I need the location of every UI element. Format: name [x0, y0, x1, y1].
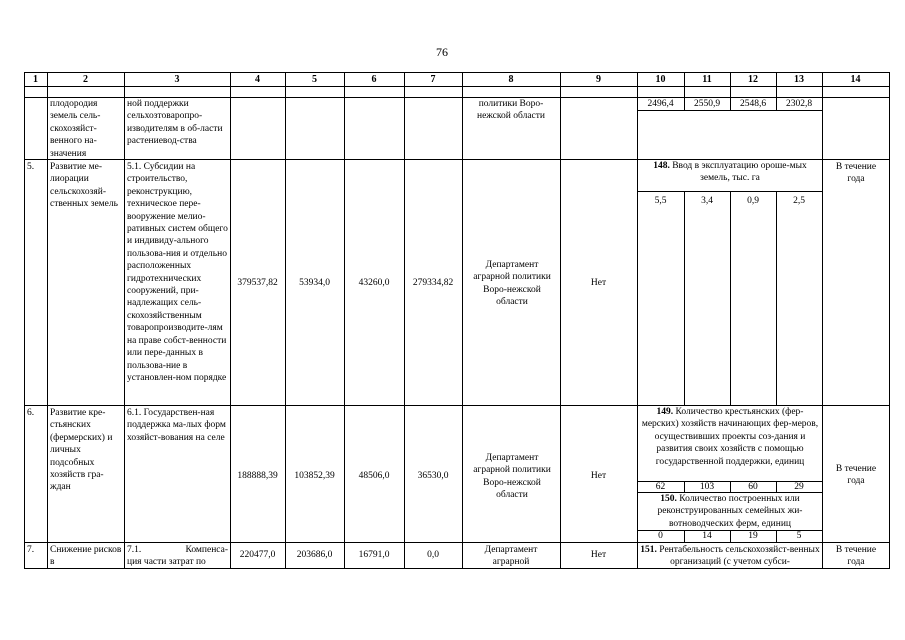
header-col-5: 5 — [312, 74, 317, 85]
row7-col3-line2: ция части затрат по — [127, 557, 206, 567]
page-number: 76 — [436, 45, 448, 59]
row5-col7: 279334,82 — [412, 278, 454, 288]
row5-indicator-num: 148. — [653, 161, 670, 171]
vrule-7 — [462, 72, 463, 569]
row5-v10: 5,5 — [654, 196, 667, 206]
row7-col9: Нет — [590, 550, 607, 560]
header-col-7: 7 — [430, 74, 436, 85]
row7-number: 7. — [27, 545, 35, 555]
vrule-8 — [560, 72, 561, 569]
cont-col2: плодородия земель сель-скохозяйст-венного на-значения — [50, 99, 101, 159]
row7-col3-line1 — [127, 544, 228, 556]
row5-col4: 379537,82 — [237, 278, 278, 288]
row7-indicator — [640, 544, 820, 568]
row6-col4: 188888,39 — [237, 471, 278, 481]
vrule-2 — [124, 72, 125, 569]
vrule-3 — [230, 72, 231, 569]
row5-col6: 43260,0 — [358, 278, 390, 288]
row6-col6: 48506,0 — [358, 471, 390, 481]
row6-col2: Развитие кре-стьянских (фермерских) и личных подсобных хозяйств гра-ждан — [50, 408, 113, 493]
vrule-12-r5 — [776, 191, 777, 405]
rule-header-bottom — [24, 86, 890, 87]
header-col-1: 1 — [33, 74, 38, 85]
cont-v11: 2550,9 — [693, 99, 721, 109]
row6-b10: 0 — [658, 531, 663, 541]
row6-col7: 36530,0 — [417, 471, 449, 481]
row6-indicator-2-text: Количество построенных или реконструированных семейных жи-вотноводческих ферм, единиц — [657, 494, 803, 529]
vrule-4 — [285, 72, 286, 569]
row6-a10: 62 — [655, 482, 666, 492]
header-col-6: 6 — [371, 74, 377, 85]
header-col-13: 13 — [794, 74, 804, 85]
row7-col2: Снижение рисков в — [50, 545, 122, 568]
row6-col9: Нет — [590, 471, 607, 481]
header-col-11: 11 — [702, 74, 712, 85]
vrule-10-r5 — [684, 191, 685, 405]
row6-col5: 103852,39 — [294, 471, 335, 481]
row5-v12: 0,9 — [747, 196, 759, 206]
row5-v13: 2,5 — [793, 196, 805, 206]
vrule-1 — [47, 72, 48, 569]
header-col-12: 12 — [748, 74, 758, 85]
row5-v11: 3,4 — [701, 196, 713, 206]
row7-col6: 16791,0 — [358, 550, 390, 560]
row6-indicator-1-num: 149. — [656, 407, 674, 417]
row6-a13: 29 — [794, 482, 804, 492]
row7-col5: 203686,0 — [296, 550, 333, 560]
row7-col8: Департамент аграрной — [484, 545, 538, 568]
row5-col2: Развитие ме-лиорации сельскохозяй-ственных земель — [50, 162, 118, 210]
row7-col7: 0,0 — [427, 550, 439, 560]
row6-indicator-2-num: 150. — [660, 494, 677, 504]
row6-number: 6. — [27, 408, 35, 418]
row7-indicator-text: Рентабельность сельскохозяйст-венных организаций (с учетом субси- — [659, 545, 820, 568]
cont-col3: ной поддержки сельхозтоваропро-изводителям в об-ласти растениевод-ства — [127, 99, 223, 147]
cont-col8: политики Воро-нежской области — [476, 99, 545, 122]
cont-v13: 2302,8 — [785, 99, 813, 109]
header-col-3: 3 — [174, 74, 180, 85]
header-col-4: 4 — [255, 74, 260, 85]
row6-b11: 14 — [702, 531, 712, 541]
row5-col8: Департамент аграрной политики Воро-нежской области — [473, 260, 551, 308]
row7-col4: 220477,0 — [239, 550, 276, 560]
row7-col3-word: Компенса- — [185, 545, 228, 555]
row6-indicator-1 — [640, 406, 820, 468]
row6-col3: 6.1. Государствен-ная поддержка ма-лых форм хозяйст-вования на селе — [127, 408, 226, 443]
row5-number: 5. — [27, 162, 35, 172]
row6-a12: 60 — [748, 482, 758, 492]
row7-col14: В течение года — [835, 545, 877, 568]
row7-indicator-num: 151. — [640, 545, 657, 555]
row6-b12: 19 — [748, 531, 758, 541]
header-col-8: 8 — [508, 74, 514, 85]
row6-b13: 5 — [796, 531, 802, 541]
header-col-9: 9 — [596, 74, 601, 85]
vrule-6 — [404, 72, 405, 569]
row5-col9: Нет — [590, 278, 607, 288]
row5-indicator — [640, 160, 820, 185]
vrule-9 — [637, 72, 638, 569]
row5-indicator-text: Ввод в эксплуатацию ороше-мых земель, тыс. га — [672, 161, 807, 184]
header-col-14: 14 — [850, 74, 861, 85]
row6-col8: Департамент аграрной политики Воро-нежской области — [473, 453, 551, 501]
header-col-2: 2 — [83, 74, 88, 85]
row6-a11: 103 — [699, 482, 715, 492]
vrule-13 — [822, 72, 823, 569]
cont-v10: 2496,4 — [647, 99, 674, 109]
row5-col5: 53934,0 — [299, 278, 330, 288]
vrule-11-r5 — [730, 191, 731, 405]
row7-col3-num: 7.1. — [127, 545, 142, 555]
header-col-10: 10 — [655, 74, 666, 85]
vrule-5 — [344, 72, 345, 569]
vrule-left — [24, 72, 25, 569]
row6-indicator-1-text: Количество крестьянских (фер-мерских) хозяйств начинающих фер-меров, осуществивших проекты соз-дания и развития своих хозяйств с помощью государственной поддержки, единиц — [641, 407, 819, 467]
row5-col14: В течение года — [835, 162, 877, 185]
cont-v12: 2548,6 — [739, 99, 767, 109]
vrule-right — [889, 72, 890, 569]
row6-col14: В течение года — [835, 464, 877, 487]
row6-indicator-2 — [640, 493, 820, 530]
row5-col3: 5.1. Субсидии на строительство, реконструкцию, техническое пере-вооружение мелио-ративных систем общего и индивиду-ального пользова-ния и отдельно расположенных гидротехнических сооружений, при-надлежащих сель-скохозяйственным товаропроизводите-лям на праве собст-венности или пере-данных в пользова-ние в установлен-ном порядке — [127, 162, 228, 383]
